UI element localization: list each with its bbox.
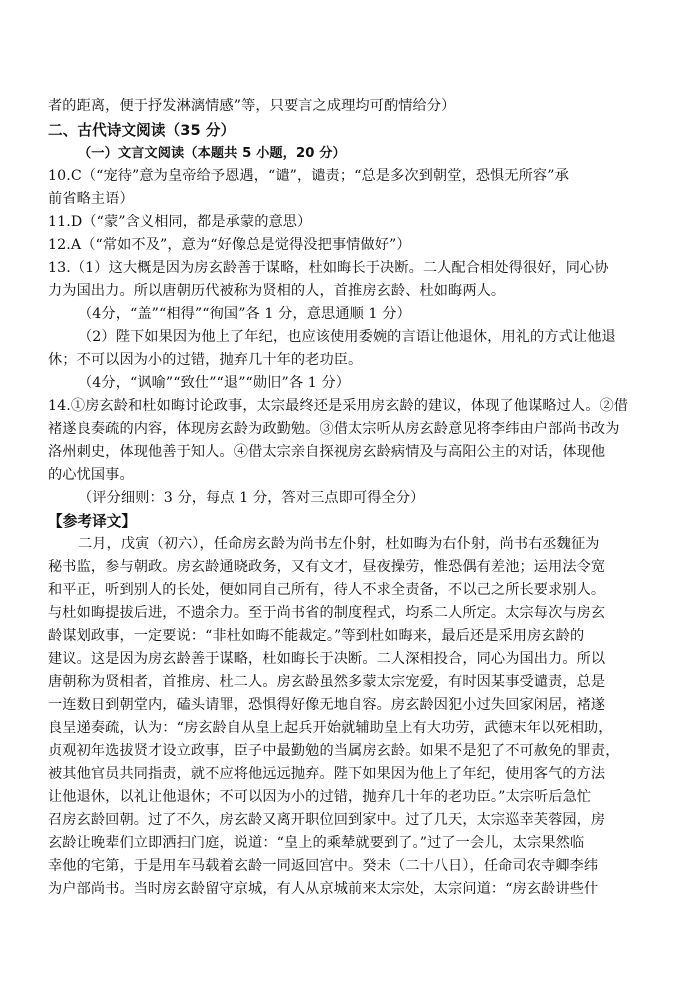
answer-11: 11.D（“蒙”含义相同，都是承蒙的意思） [48,214,312,230]
text-line: 者的距离，便于抒发淋漓情感”等，只要言之成理均可酌情给分） [48,98,456,114]
answer-14-cont: 褚遂良奏疏的内容，体现房玄龄为政勤勉。③借太宗听从房玄龄意见将李纬由户部尚书改为 [48,421,620,437]
section-heading: 二、古代诗文阅读（35 分） [48,122,236,139]
translation-line: 为户部尚书。当时房玄龄留守京城，有人从京城前来太宗处，太宗问道：“房玄龄讲些什 [48,881,599,897]
translation-line: 被其他官员共同指责，就不应将他远远抛弃。陛下如果因为他上了年纪，使用客气的方法 [48,766,606,782]
answer-13-cont: 力为国出力。所以唐朝历代被称为贤相的人，首推房玄龄、杜如晦两人。 [48,283,506,299]
translation-line: 召房玄龄回朝。过了不久，房玄龄又离开职位回到家中。过了几天，太宗巡幸芙蓉园，房 [48,812,606,828]
translation-line: 秘书监，参与朝政。房玄龄通晓政务，又有文才，昼夜操劳，惟恐偶有差池；运用法令宽 [48,559,606,575]
answer-10: 10.C（“宠待”意为皇帝给予恩遇，“谴”，谴责；“总是多次到朝堂，恐惧无所容”承 [48,168,569,184]
translation-line: 让他退休，以礼让他退休；不可以因为小的过错，抛弃几十年的老功臣。”太宗听后急忙 [48,789,592,805]
translation-heading: 【参考译文】 [48,513,137,530]
answer-14: 14.①房玄龄和杜如晦讨论政事，太宗最终还是采用房玄龄的建议，体现了他谋略过人。②借 [48,398,629,414]
answer-14-cont: 洛州刺史，体现他善于知人。④借太宗亲自探视房玄龄病情及与高阳公主的对话，体现他 [48,444,606,460]
scoring-note: （评分细则：3 分，每点 1 分，答对三点即可得全分） [78,490,425,506]
answer-12: 12.A（“常如不及”，意为“好像总是觉得没把事情做好”） [48,237,411,253]
translation-line: 龄谋划政事，一定要说：“非杜如晦不能裁定。”等到杜如晦来，最后还是采用房玄龄的 [48,628,585,644]
translation-line: 幸他的宅第，于是用车马载着玄龄一同返回宫中。癸未（二十八日），任命司农寺卿李纬 [48,858,599,874]
scoring-note: （4分，“讽喻”“致仕”“退”“勋旧”各 1 分） [78,375,351,391]
translation-line: 和平正，听到别人的长处，便如同自己所有，待人不求全责备，不以己之所长要求别人。 [48,582,606,598]
answer-10-cont: 前省略主语） [48,191,134,207]
translation-line: 一连数日到朝堂内，磕头请罪，恐惧得好像无地自容。房玄龄因犯小过失回家闲居，褚遂 [48,697,606,713]
answer-14-cont: 的心忧国事。 [48,467,134,483]
subsection-heading: （一）文言文阅读（本题共 5 小题，20 分） [78,146,346,161]
answer-13-part2-cont: 休；不可以因为小的过错，抛弃几十年的老功臣。 [48,352,363,368]
translation-paragraph: 二月，戊寅（初六），任命房玄龄为尚书左仆射，杜如晦为右仆射，尚书右丞魏征为 [78,536,600,552]
translation-line: 玄龄让晚辈们立即洒扫门庭，说道：“皇上的乘辇就要到了。”过了一会儿，太宗果然临 [48,835,585,851]
answer-13-part2: （2）陛下如果因为他上了年纪，也应该使用委婉的言语让他退休，用礼的方式让他退 [78,329,616,345]
scoring-note: （4分，“盖”“相得”“徇国”各 1 分，意思通顺 1 分） [78,306,411,322]
translation-line: 良呈递奏疏，认为：“房玄龄自从皇上起兵开始就辅助皇上有大功劳，武德末年以死相助， [48,720,613,736]
translation-line: 建议。这是因为房玄龄善于谋略，杜如晦长于决断。二人深相投合，同心为国出力。所以 [48,651,606,667]
translation-line: 与杜如晦提拔后进，不遗余力。至于尚书省的制度程式，均系二人所定。太宗每次与房玄 [48,605,606,621]
translation-line: 贞观初年选拔贤才设立政事，臣子中最勤勉的当属房玄龄。如果不是犯了不可赦免的罪责， [48,743,620,759]
translation-line: 唐朝称为贤相者，首推房、杜二人。房玄龄虽然多蒙太宗宠爱，有时因某事受谴责，总是 [48,674,606,690]
answer-13: 13.（1）这大概是因为房玄龄善于谋略，杜如晦长于决断。二人配合相处得很好，同心协 [48,260,609,276]
